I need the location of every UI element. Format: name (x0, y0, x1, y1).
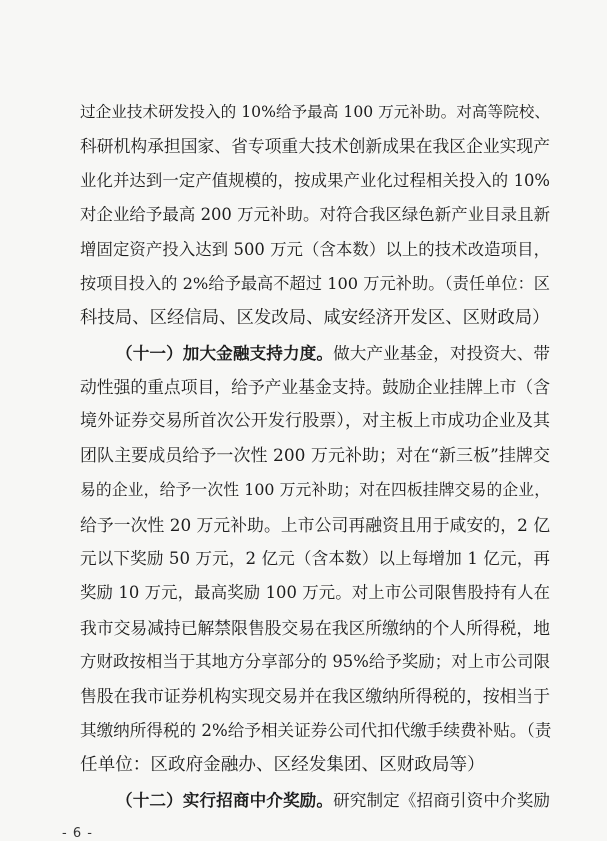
body-line: 我市交易减持已解禁限售股交易在我区所缴纳的个人所得税，地 (80, 618, 550, 638)
body-line: 元以下奖励 50 万元，2 亿元（含本数）以上每增加 1 亿元，再 (80, 549, 550, 568)
body-line: 团队主要成员给予一次性 200 万元补助；对在“新三板”挂牌交 (80, 446, 550, 466)
body-line: 易的企业，给予一次性 100 万元补助；对在四板挂牌交易的企业， (80, 480, 550, 499)
body-line: 对企业给予最高 200 万元补助。对符合我区绿色新产业目录且新 (80, 205, 550, 224)
body-line: 任单位：区政府金融办、区经发集团、区财政局等） (80, 755, 485, 775)
page-number: - 6 - (62, 826, 93, 841)
section-12-lead: 研究制定《招商引资中介奖励 (333, 791, 551, 810)
body-line: 科技局、区经信局、区发改局、咸安经济开发区、区财政局） (80, 308, 550, 328)
body-line: 过企业技术研发投入的 10%给予最高 100 万元补助。对高等院校、 (80, 103, 550, 121)
body-line: 奖励 10 万元，最高奖励 100 万元。对上市公司限售股持有人在 (80, 583, 550, 602)
body-line: 科研机构承担国家、省专项重大技术创新成果在我区企业实现产 (80, 136, 550, 156)
section-12-heading: （十二）实行招商中介奖励。 (116, 790, 334, 810)
body-line: 增固定资产投入达到 500 万元（含本数）以上的技术改造项目， (80, 240, 550, 259)
body-line: 给予一次性 20 万元补助。上市公司再融资且用于咸安的，2 亿 (80, 515, 550, 535)
body-line: 境外证券交易所首次公开发行股票），对主板上市成功企业及其 (80, 411, 550, 431)
body-line: 按项目投入的 2%给予最高不超过 100 万元补助。（责任单位：区 (80, 274, 550, 293)
section-11-heading: （十一）加大金融支持力度。 (116, 343, 334, 363)
body-line: 动性强的重点项目，给予产业基金支持。鼓励企业挂牌上市（含 (80, 377, 550, 397)
body-line: 售股在我市证券机构实现交易并在我区缴纳所得税的，按相当于 (80, 686, 550, 706)
section-12-first-line (116, 788, 550, 813)
section-11-first-line (116, 341, 550, 366)
section-11-lead: 做大产业基金，对投资大、带 (333, 344, 551, 363)
body-line: 业化并达到一定产值规模的，按成果产业化过程相关投入的 10% (80, 171, 550, 190)
body-line: 方财政按相当于其地方分享部分的 95%给予奖励；对上市公司限 (80, 652, 550, 671)
body-line: 其缴纳所得税的 2%给予相关证券公司代扣代缴手续费补贴。（责 (80, 721, 552, 740)
